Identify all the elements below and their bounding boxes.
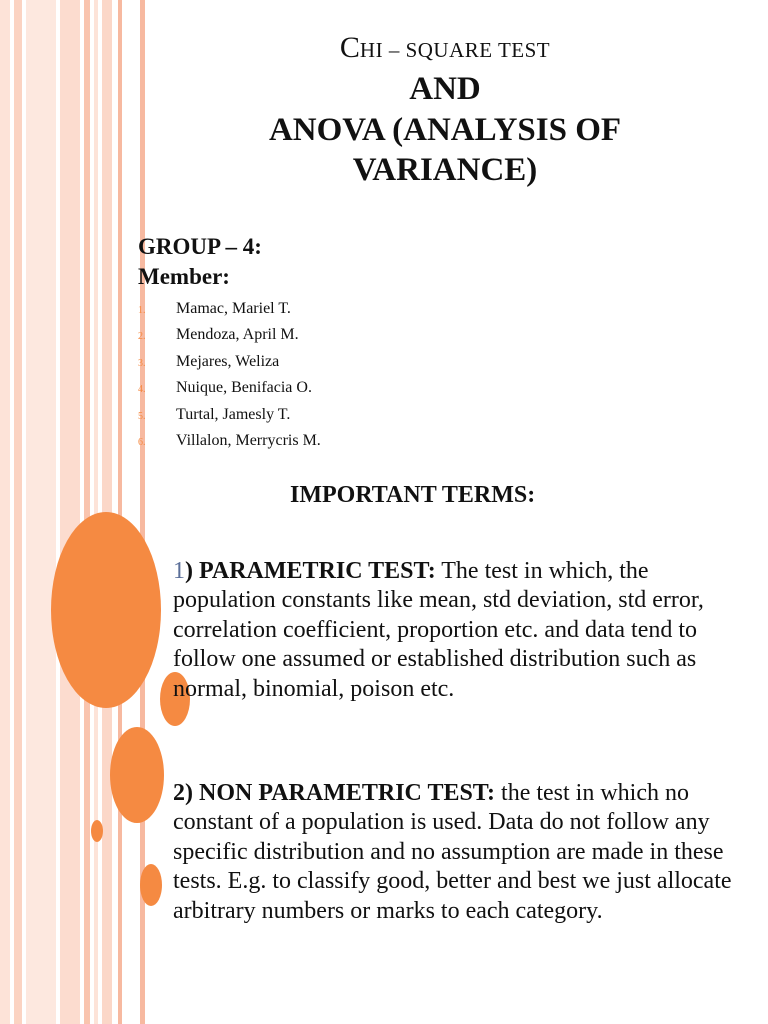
term-text: the test in which no constant of a population is used. Data do not follow any specific distribution and no assumption are made in these tests. E.g. to classify good, better and best we just allocate arbitrary numbers or marks to each category. — [173, 780, 732, 924]
member-name: Turtal, Jamesly T. — [176, 405, 291, 423]
title-line-1 — [190, 33, 700, 63]
group-info — [138, 232, 262, 292]
list-item — [138, 402, 321, 428]
member-name: Nuique, Benifacia O. — [176, 379, 312, 397]
list-number: 1. — [138, 305, 146, 316]
title-line-2: AND — [409, 71, 481, 107]
member-name: Mamac, Mariel T. — [176, 300, 291, 317]
title-rest: HI – SQUARE TEST — [359, 38, 551, 62]
list-item — [138, 428, 321, 454]
list-item — [138, 375, 321, 401]
member-label: Member: — [138, 264, 230, 289]
terms-heading: IMPORTANT TERMS: — [290, 482, 536, 508]
list-number: 4. — [138, 384, 146, 396]
term-parametric — [173, 557, 738, 704]
list-number: 3. — [138, 357, 146, 369]
list-number: 2. — [138, 331, 146, 343]
term-label: ) PARAMETRIC TEST: — [185, 558, 436, 584]
member-name: Villalon, Merrycris M. — [176, 431, 321, 449]
term-text: The test in which, the population constants like mean, std deviation, std error, correlation coefficient, proportion etc. and data tend to follow one assumed or established distribution such as normal, binomial, poison etc. — [173, 558, 704, 702]
list-number: 5. — [138, 410, 146, 422]
term-number: 2 — [173, 780, 185, 806]
term-label: ) NON PARAMETRIC TEST: — [185, 780, 496, 806]
list-item — [138, 349, 321, 375]
term-number: 1 — [173, 558, 185, 584]
member-name: Mejares, Weliza — [176, 352, 280, 370]
member-list — [138, 296, 321, 454]
member-name: Mendoza, April M. — [176, 326, 299, 344]
title-initial: C — [339, 31, 360, 64]
title-line-4: VARIANCE) — [352, 152, 538, 188]
title-line-3: ANOVA (ANALYSIS OF — [268, 112, 622, 148]
group-label: GROUP – 4: — [138, 234, 262, 259]
list-item — [138, 322, 321, 348]
list-item — [138, 296, 321, 322]
list-number: 6. — [138, 436, 146, 448]
term-non-parametric — [173, 779, 738, 926]
